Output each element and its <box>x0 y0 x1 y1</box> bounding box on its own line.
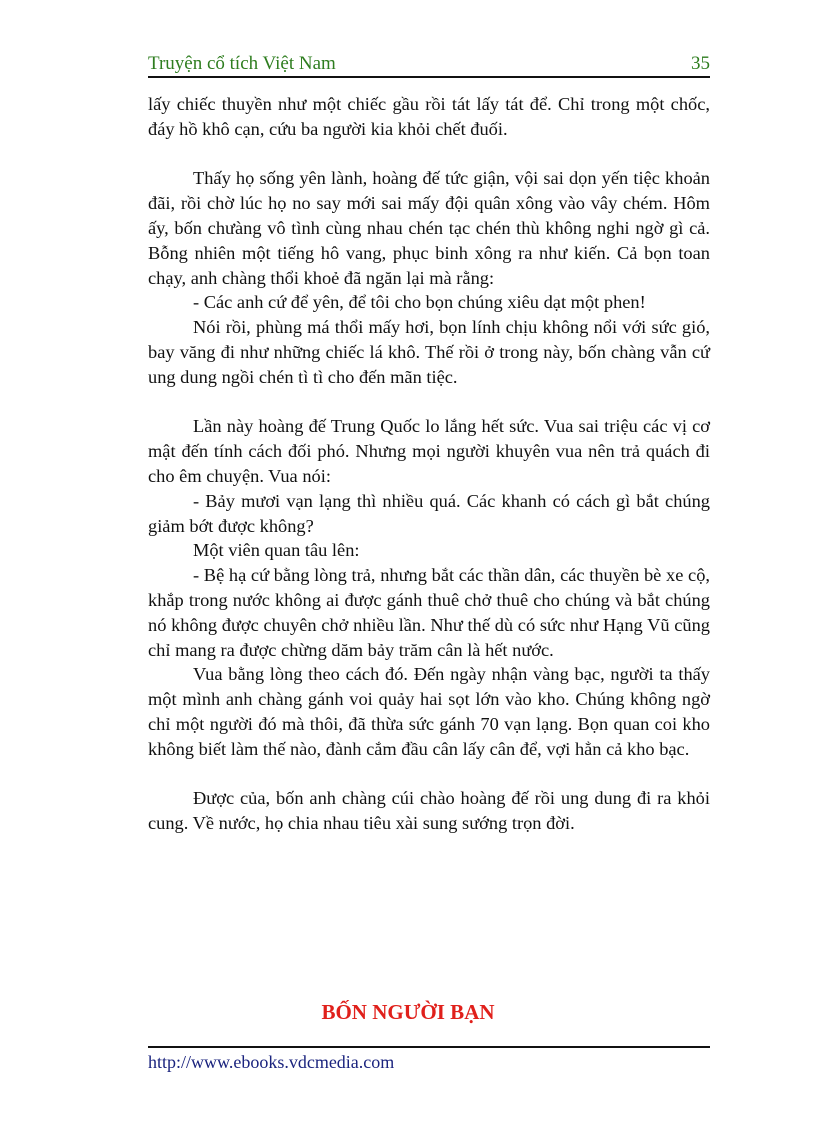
paragraph: Lần này hoàng đế Trung Quốc lo lắng hết sức. Vua sai triệu các vị cơ mật đến tính cách đối phó. Nhưng mọi người khuyên vua nên trả quách đi cho êm chuyện. Vua nói: <box>148 416 710 486</box>
page-header <box>148 52 710 76</box>
book-title: Truyện cổ tích Việt Nam <box>148 53 336 74</box>
footer-divider <box>148 1046 710 1048</box>
paragraph: Vua bằng lòng theo cách đó. Đến ngày nhận vàng bạc, người ta thấy một mình anh chàng gánh voi quảy hai sọt lớn vào kho. Chúng không ngờ chỉ một người đó mà thôi, đã thừa sức gánh 70 vạn lạng. Bọn quan coi kho không biết làm thế nào, đành cắm đầu cân lấy cân để, vợi hẳn cả kho bạc. <box>148 664 710 759</box>
next-story-title: BỐN NGƯỜI BẠN <box>321 1000 495 1024</box>
paragraph: Thấy họ sống yên lành, hoàng đế tức giận, vội sai dọn yến tiệc khoản đãi, rồi chờ lúc họ no say mới sai mấy đội quân xông vào vây chém. Hôm ấy, bốn chưàng vô tình cùng nhau chén tạc chén thù không nghi ngờ gì cả. Bỗng nhiên một tiếng hô vang, phục binh xông ra như kiến. Cả bọn toan chạy, anh chàng thổi khoẻ đã ngăn lại mà rằng: <box>148 168 710 288</box>
story-body <box>148 92 710 836</box>
dialogue-line: - Các anh cứ để yên, để tôi cho bọn chúng xiêu dạt một phen! <box>193 292 646 313</box>
paragraph: lấy chiếc thuyền như một chiếc gầu rồi tát lấy tát để. Chỉ trong một chốc, đáy hồ khô cạn, cứu ba người kia khỏi chết đuối. <box>148 94 710 139</box>
footer-link[interactable]: http://www.ebooks.vdcmedia.com <box>148 1052 395 1072</box>
paragraph: Một viên quan tâu lên: <box>193 540 360 561</box>
header-divider <box>148 76 710 78</box>
page-number: 35 <box>691 53 710 74</box>
paragraph: Được của, bốn anh chàng cúi chào hoàng đế rồi ung dung đi ra khỏi cung. Về nước, họ chia nhau tiêu xài sung sướng trọn đời. <box>148 788 710 834</box>
dialogue-line: - Bảy mươi vạn lạng thì nhiều quá. Các khanh có cách gì bắt chúng giảm bớt được không? <box>148 490 710 536</box>
dialogue-line: - Bệ hạ cứ bằng lòng trả, nhưng bắt các thần dân, các thuyền bè xe cộ, khắp trong nước không ai được gánh thuê chở thuê cho chúng và bắt chúng nó không được chuyên chở nhiều lần. Như thế dù có sức như Hạng Vũ cũng chỉ mang ra được chừng dăm bảy trăm cân là hết nước. <box>148 565 710 660</box>
paragraph: Nói rồi, phùng má thổi mấy hơi, bọn lính chịu không nổi với sức gió, bay văng đi như những chiếc lá khô. Thế rồi ở trong này, bốn chàng vẫn cứ ung dung ngồi chén tì tì cho đến mãn tiệc. <box>148 317 710 387</box>
